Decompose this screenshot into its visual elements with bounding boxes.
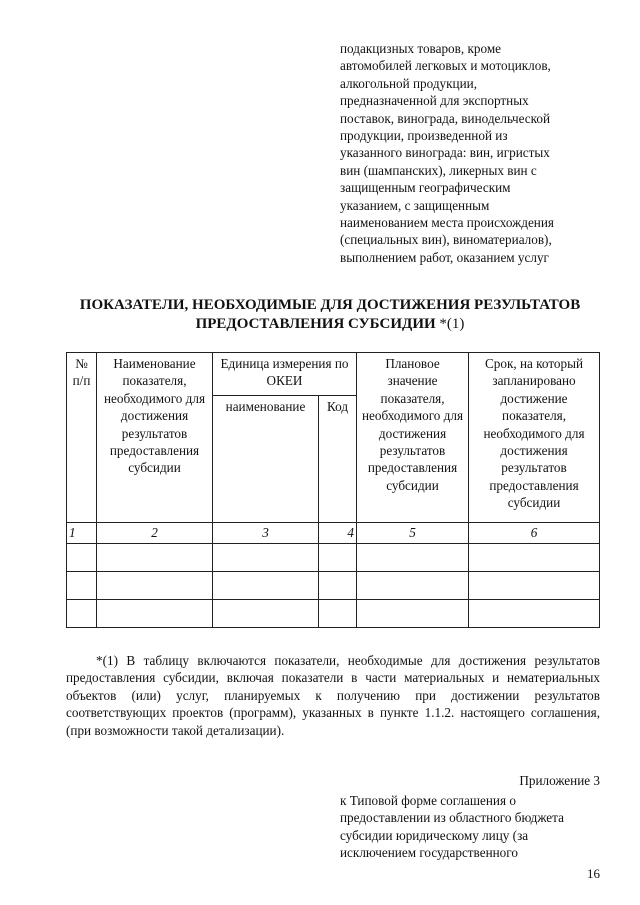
indicators-table	[66, 352, 600, 628]
column-number: 6	[469, 523, 600, 544]
column-number: 5	[357, 523, 469, 544]
table-cell	[67, 572, 97, 600]
header-unit-code: Код	[319, 396, 357, 523]
table-row	[67, 600, 600, 628]
header-deadline: Срок, на который запланировано достижение показателя, необходимого для достижения результатов предоставления субсидии	[469, 353, 600, 523]
section-title-line-1: ПОКАЗАТЕЛИ, НЕОБХОДИМЫЕ ДЛЯ ДОСТИЖЕНИЯ РЕЗУЛЬТАТОВ	[79, 297, 581, 313]
footnote	[66, 652, 600, 739]
table-cell	[213, 572, 319, 600]
intro-line: предназначенной для экспортных	[340, 93, 529, 109]
appendix-line: к Типовой форме соглашения о	[340, 793, 516, 808]
intro-line: наименованием места происхождения	[340, 215, 554, 231]
table-cell	[319, 572, 357, 600]
table-cell	[357, 572, 469, 600]
table-cell	[213, 600, 319, 628]
intro-line: выполнением работ, оказанием услуг	[340, 249, 549, 265]
header-unit-name: наименование	[213, 396, 319, 523]
footnote-text: *(1) В таблицу включаются показатели, необходимые для достижения результатов предоставления субсидии, включая показатели в части материальных и нематериальных объектов (или) услуг, планируемых к получению при достижении результатов соответствующих проектов (программ), указанных в пункте 1.1.2. настоящего соглашения, (при возможности такой детализации).	[66, 653, 600, 738]
table-cell	[213, 544, 319, 572]
intro-text-block	[340, 40, 600, 266]
table-cell	[469, 600, 600, 628]
column-number: 3	[213, 523, 319, 544]
header-planned: Плановое значение показателя, необходимого для достижения результатов предоставления субсидии	[357, 353, 469, 523]
column-number: 1	[67, 523, 97, 544]
page-number: 16	[587, 866, 600, 881]
intro-line: автомобилей легковых и мотоциклов,	[340, 58, 551, 74]
intro-line: поставок, винограда, винодельческой	[340, 110, 551, 126]
table-header-row	[67, 353, 600, 396]
header-num: № п/п	[67, 353, 97, 523]
intro-line: вин (шампанских), ликерных вин с	[340, 162, 537, 178]
section-title	[60, 296, 600, 334]
appendix-subtitle	[340, 792, 600, 862]
section-title-line-2-wrap	[60, 315, 600, 334]
table-cell	[357, 544, 469, 572]
appendix-title: Приложение 3	[519, 773, 600, 788]
intro-line: защищенным географическим	[340, 180, 511, 196]
table-cell	[97, 572, 213, 600]
section-title-line-2: ПРЕДОСТАВЛЕНИЯ СУБСИДИИ	[195, 316, 436, 332]
appendix-line: субсидии юридическому лицу (за	[340, 827, 529, 843]
appendix-line: исключением государственного	[340, 845, 518, 861]
table-cell	[319, 600, 357, 628]
table-cell	[357, 600, 469, 628]
column-number-row	[67, 523, 600, 544]
table-cell	[469, 544, 600, 572]
table-cell	[97, 600, 213, 628]
table-row	[67, 544, 600, 572]
appendix-line: предоставлении из областного бюджета	[340, 810, 564, 826]
intro-line: указанием, с защищенным	[340, 197, 490, 213]
header-name: Наименование показателя, необходимого для достижения результатов предоставления субсидии	[97, 353, 213, 523]
table-cell	[67, 600, 97, 628]
intro-line: (специальных вин), виноматериалов),	[340, 232, 552, 248]
intro-line: продукции, произведенной из	[340, 128, 508, 144]
table-row	[67, 572, 600, 600]
table-cell	[469, 572, 600, 600]
intro-line: алкогольной продукции,	[340, 75, 478, 91]
table-cell	[97, 544, 213, 572]
table-cell	[67, 544, 97, 572]
footnote-mark: *(1)	[439, 316, 465, 332]
intro-line: указанного винограда: вин, игристых	[340, 145, 550, 161]
column-number: 4	[319, 523, 357, 544]
column-number: 2	[97, 523, 213, 544]
header-unit-group: Единица измерения по ОКЕИ	[213, 353, 357, 396]
table-cell	[319, 544, 357, 572]
intro-line: подакцизных товаров, кроме	[340, 41, 502, 56]
